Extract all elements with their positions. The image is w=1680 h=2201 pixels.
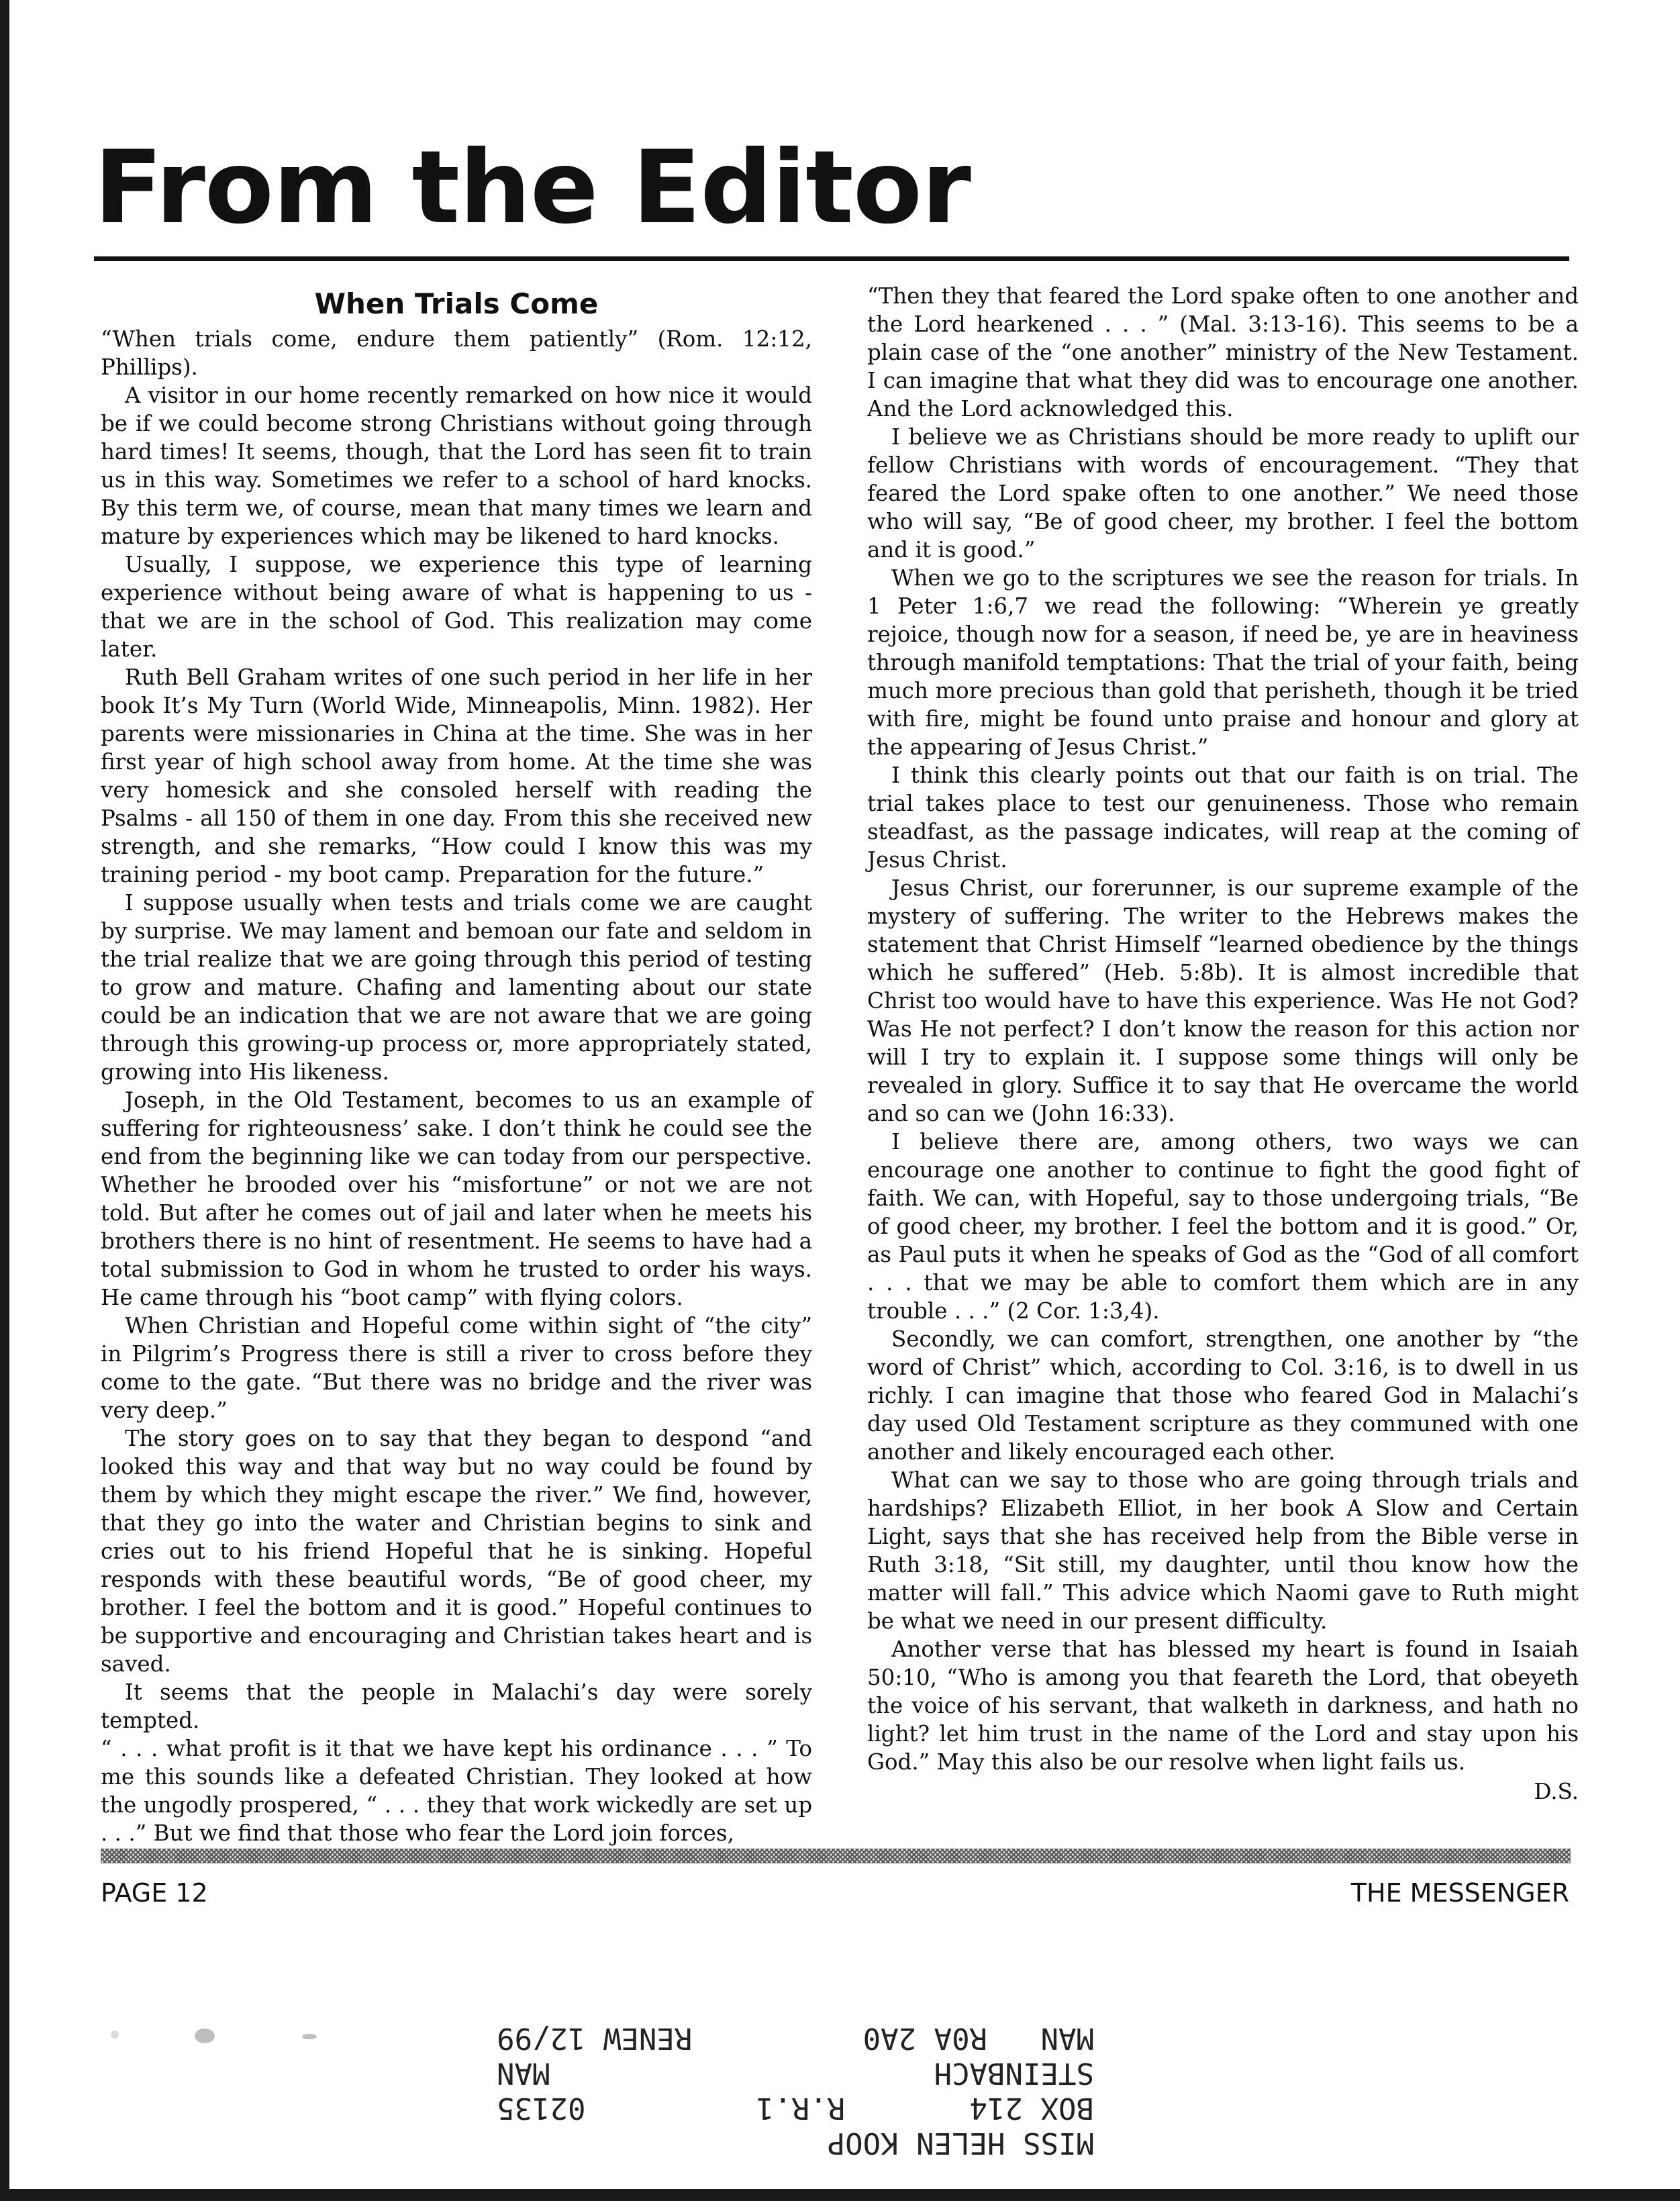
mailing-label-address (718, 2020, 1094, 2160)
paragraph: I think this clearly points out that our faith is on trial. The trial takes place to test our genuineness. Those who remain steadfast, as the passage indicates, will reap at the coming of Jesus Christ. (867, 763, 1579, 873)
scan-smudge (302, 2034, 317, 2039)
paragraph: I believe we as Christians should be more ready to uplift our fellow Christians with words of encouragement. “They that feared the Lord spake often to one another.” We need those who will say, “Be of good cheer, my brother. I feel the bottom and it is good.” (867, 424, 1579, 563)
article-column-right (867, 282, 1579, 1826)
article-column-left (101, 282, 812, 1846)
paragraph: When Christian and Hopeful come within sight of “the city” in Pilgrim’s Progress there is still a river to cross before they come to the gate. “But there was no bridge and the river was very deep.” (101, 1313, 812, 1423)
subscriber-code: 02135 (497, 2091, 586, 2125)
author-signature: D.S. (1534, 1779, 1579, 1804)
paragraph: “ . . . what profit is it that we have kept his ordinance . . . ” To me this sounds like a defeated Christian. They looked at how the ungodly prospered, “ . . . they that work wickedly are set up . . .” But we find that those who fear the Lord join forces, (101, 1736, 812, 1846)
paragraph: What can we say to those who are going through trials and hardships? Elizabeth Elliot, in her book A Slow and Certain Light, says that she has received help from the Bible verse in Ruth 3:18, “Sit still, my daughter, until thou know how the matter will fall.” This advice which Naomi gave to Ruth might be what we need in our present difficulty. (867, 1467, 1579, 1634)
publication-name: THE MESSENGER (1350, 1878, 1569, 1908)
paragraph: “Then they that feared the Lord spake often to one another and the Lord hearkened . . . ” (Mal. 3:13-16). This seems to be a plain case of the “one another” ministry of the New Testament. I can imagine that what they did was to encourage one another. And the Lord acknowledged this. (867, 283, 1579, 422)
paragraph: Joseph, in the Old Testament, becomes to us an example of suffering for righteousness’ sake. I don’t think he could see the end from the beginning like we can today from our perspective. Whether he brooded over his “misfortune” or not we are not told. But after he comes out of jail and later when he meets his brothers there is no hint of resentment. He seems to have had a total submission to God in whom he trusted to order his ways. He came through his “boot camp” with flying colors. (101, 1087, 812, 1310)
paragraph: A visitor in our home recently remarked on how nice it would be if we could become strong Christians without going through hard times! It seems, though, that the Lord has seen fit to train us in this way. Sometimes we refer to a school of hard knocks. By this term we, of course, mean that many times we learn and mature by experiences which may be likened to hard knocks. (101, 383, 812, 549)
page-number: PAGE 12 (101, 1878, 208, 1908)
mailing-label-codes (497, 2020, 765, 2125)
address-line: STEINBACH (934, 2056, 1094, 2090)
address-line: MISS HELEN KOOP (827, 2126, 1094, 2160)
page-title: From the Editor (94, 130, 971, 246)
scan-smudge (111, 2031, 119, 2039)
paragraph: Usually, I suppose, we experience this type of learning experience without being aware of what is happening to us - that we are in the school of God. This realization may come later. (101, 552, 812, 662)
address-line: BOX 214 R.R.1 (756, 2091, 1094, 2125)
paragraph: Another verse that has blessed my heart is found in Isaiah 50:10, “Who is among you that feareth the Lord, that obeyeth the voice of his servant, that walketh in darkness, and hath no light? let him trust in the name of the Lord and stay upon his God.” May this also be our resolve when light fails us. (867, 1636, 1579, 1775)
footer-stipple-divider (101, 1849, 1571, 1863)
paragraph: Jesus Christ, our forerunner, is our supreme example of the mystery of suffering. The writer to the Hebrews makes the statement that Christ Himself “learned obedience by the things which he suffered” (Heb. 5:8b). It is almost incredible that Christ too would have to have this experience. Was He not God? Was He not perfect? I don’t know the reason for this action nor will I try to explain it. I suppose some things will only be revealed in glory. Suffice it to say that He overcame the world and so can we (John 16:33). (867, 875, 1579, 1126)
article-heading: When Trials Come (314, 287, 599, 320)
paragraph: Secondly, we can comfort, strengthen, one another by “the word of Christ” which, according to Col. 3:16, is to dwell in us richly. I can imagine that those who feared God in Malachi’s day used Old Testament scripture as they communed with one another and likely encouraged each other. (867, 1326, 1579, 1465)
title-rule (94, 256, 1569, 261)
scan-smudge (195, 2028, 215, 2043)
paragraph: I suppose usually when tests and trials come we are caught by surprise. We may lament and bemoan our fate and seldom in the trial realize that we are going through this period of testing to grow and mature. Chafing and lamenting about our state could be an indication that we are not aware that we are going through this growing-up process or, more appropriately stated, growing into His likeness. (101, 890, 812, 1085)
paragraph: When we go to the scriptures we see the reason for trials. In 1 Peter 1:6,7 we read the following: “Wherein ye greatly rejoice, though now for a season, if need be, ye are in heaviness through manifold temptations: That the trial of your faith, being much more precious than gold that perisheth, though it be tried with fire, might be found unto praise and honour and glory at the appearing of Jesus Christ.” (867, 565, 1579, 760)
paragraph: Ruth Bell Graham writes of one such period in her life in her book It’s My Turn (World Wide, Minneapolis, Minn. 1982). Her parents were missionaries in China at the time. She was in her first year of high school away from home. At the time she was very homesick and she consoled herself with reading the Psalms - all 150 of them in one day. From this she received new strength, and she remarks, “How could I know this was my training period - my boot camp. Preparation for the future.” (101, 665, 812, 887)
province-code: MAN (497, 2056, 550, 2090)
paragraph: The story goes on to say that they began to despond “and looked this way and that way but no way could be found by them by which they might escape the river.” We find, however, that they go into the water and Christian begins to sink and cries out to his friend Hopeful that he is sinking. Hopeful responds with these beautiful words, “Be of good cheer, my brother. I feel the bottom and it is good.” Hopeful continues to be supportive and encouraging and Christian takes heart and is saved. (101, 1426, 812, 1677)
renewal-code: RENEW 12/99 (497, 2021, 693, 2055)
paragraph: I believe there are, among others, two ways we can encourage one another to continue to fight the good fight of faith. We can, with Hopeful, say to those undergoing trials, “Be of good cheer, my brother. I feel the bottom and it is good.” Or, as Paul puts it when he speaks of God as the “God of all comfort . . . that we may be able to comfort them which are in any trouble . . .” (2 Cor. 1:3,4). (867, 1129, 1579, 1324)
paragraph: “When trials come, endure them patiently” (Rom. 12:12, Phillips). (101, 326, 812, 380)
paragraph: It seems that the people in Malachi’s day were sorely tempted. (101, 1679, 812, 1733)
address-line: MAN R0A 2A0 (862, 2021, 1094, 2055)
